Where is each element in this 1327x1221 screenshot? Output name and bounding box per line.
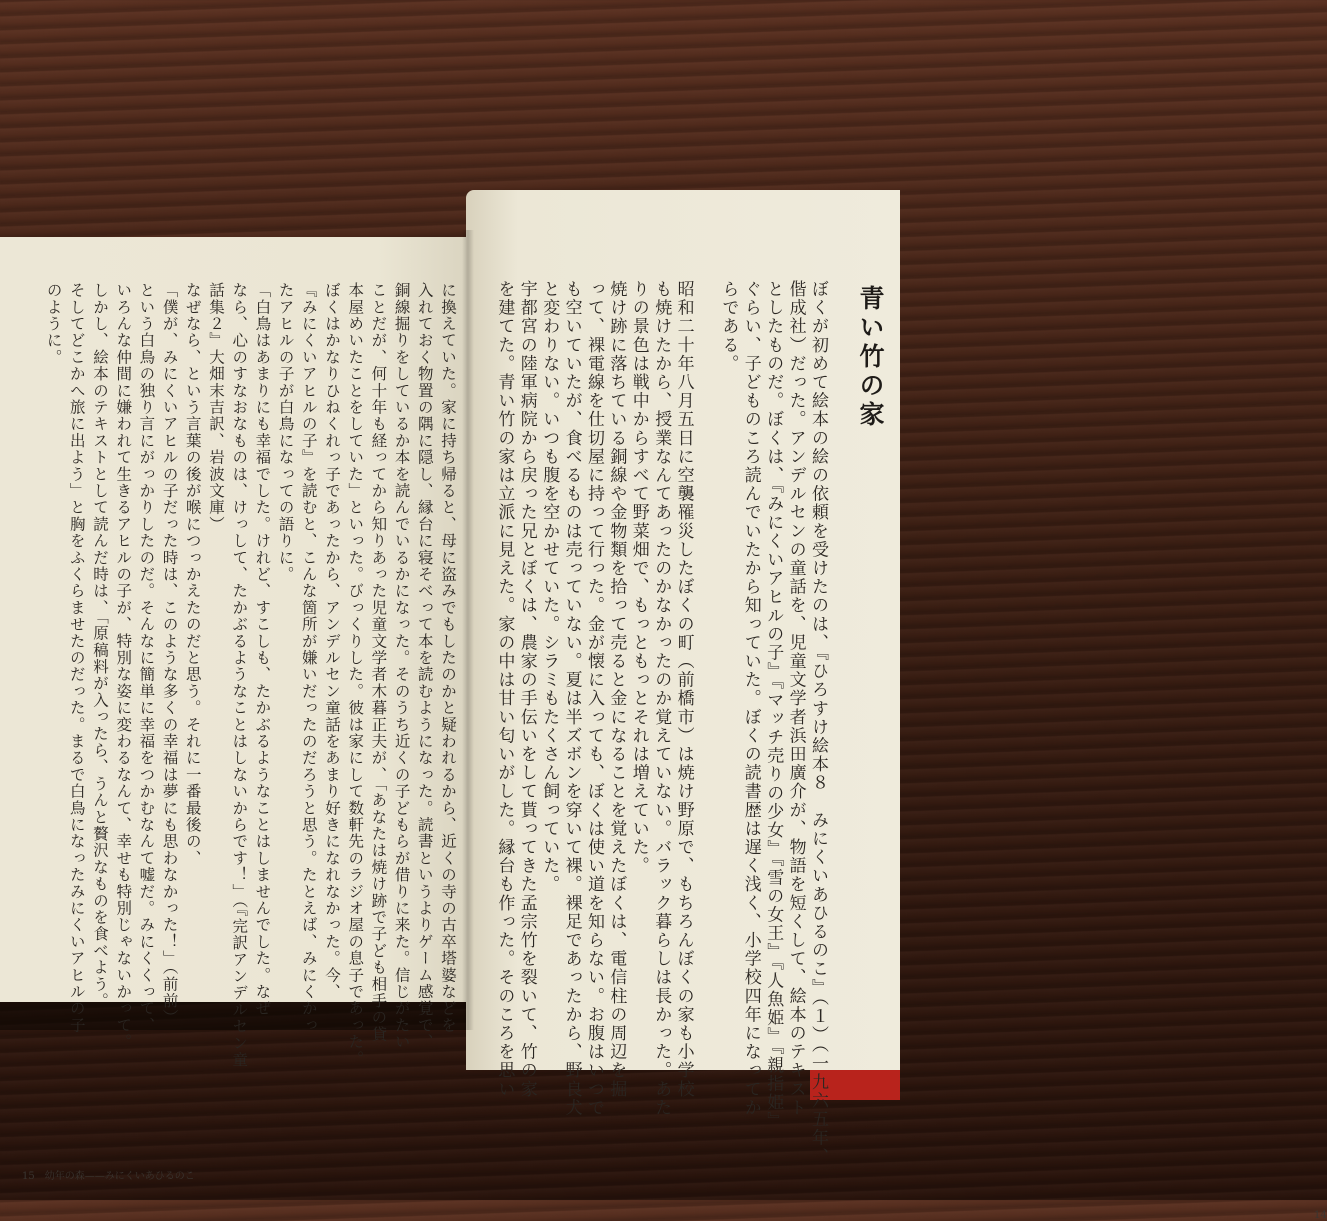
left-page-line: 「白鳥はあまりにも幸福でした。けれど、すこしも、たかぶるようなことはしませんでした。なぜ xyxy=(253,282,272,1017)
right-page-line: りの景色は戦中からすべて野菜畑で、もっともっとそれは増えていた。 xyxy=(628,280,649,876)
right-page-line: としたものだ。ぼくは、『みにくいアヒルの子』『マッチ売りの少女』『雪の女王』『人魚姫』『親指姫』 xyxy=(763,280,784,1131)
left-page-line: いろんな仲間に嫌われて生きるアヒルの子が、特別な姿に変わるなんて、幸せも特別じゃないかって。 xyxy=(114,282,133,1051)
left-page xyxy=(0,237,472,1182)
left-page-line: のように。 xyxy=(44,282,63,366)
right-page-line: と変わりない。いつも腹を空かせていた。シラミもたくさん飼っていた。 xyxy=(539,280,560,894)
right-page-line: 焼け跡に落ちている銅線や金物類を拾って売ると金になることを覚えたぼくは、電信柱の周辺を掘 xyxy=(606,280,627,1099)
left-page-line: 入れておく物置の隅に隠し、縁台に寝そべって本を読むようになった。読書というよりゲーム感覚で、 xyxy=(415,282,434,1051)
right-page xyxy=(466,190,1327,1221)
right-page-line: 昭和二十年八月五日に空襲罹災したぼくの町（前橋市）は焼け野原で、もちろんぼくの家も小学校 xyxy=(673,280,694,1099)
left-page-line: に換えていた。家に持ち帰ると、母に盗みでもしたのかと疑われるから、近くの寺の古卒塔婆などを xyxy=(439,282,457,1034)
right-page-line: 宇都宮の陸軍病院から戻った兄とぼくは、農家の手伝いをして貰ってきた孟宗竹を裂いて、竹の家 xyxy=(516,280,537,1099)
left-page-line: たアヒルの子が白鳥になっての語りに。 xyxy=(276,282,295,583)
left-page-line: しかし、絵本のテキストとして読んだ時は、「原稿料が入ったら、うんと贅沢なものを食べよう。 xyxy=(91,282,109,1010)
left-page-line: 銅線掘りをしているか本を読んでいるかになった。そのうち近くの子どもらが借りに来た。信じがたい xyxy=(392,282,411,1051)
left-page-folio: 15 幼年の森——みにくいあひるのこ xyxy=(22,1171,195,1182)
right-page-line: らである。 xyxy=(718,280,739,373)
left-page-line: なぜなら、という言葉の後が喉につっかえたのだと思う。それに一番最後の、 xyxy=(183,282,202,867)
left-page-line: ことだが、何十年も経ってから知りあった児童文学者木暮正夫が、「あなたは焼け跡で子ども相手の貸 xyxy=(369,282,388,1043)
left-page-line: 「僕が、みにくいアヒルの子だった時は、このような多くの幸福は夢にも思わなかった！」（前前） xyxy=(160,282,179,1026)
right-page-line: も空いていたが、食べるものは売っていない。夏は半ズボンを穿いて裸。裸足であったから、野良犬 xyxy=(561,280,582,1117)
book-spine xyxy=(462,230,474,1030)
right-page-line: ぼくが初めて絵本の絵の依頼を受けたのは、『ひろすけ絵本８ みにくいあひるのこ』（１）（一九六五年、 xyxy=(808,280,828,1166)
left-page-line: 話集２』大畑末吉訳、岩波文庫） xyxy=(207,282,225,533)
left-page-line: なら、心のすなおなものは、けっして、たかぶるようなことはしないからです！」（『完訳アンデルセン童 xyxy=(230,282,249,1069)
left-page-line: という白鳥の独り言にがっかりしたのだ。そんなに簡単に幸福をつかむなんて嘘だ。みにくくって、 xyxy=(137,282,156,1034)
right-page-line: を建てた。青い竹の家は立派に見えた。家の中は甘い匂いがした。縁台も作った。そのころを思い xyxy=(494,280,515,1099)
left-page-line: ぼくはかなりひねくれっ子であったから、アンデルセン童話をあまり好きになれなかった。今、 xyxy=(323,282,341,1001)
chapter-title: 青い竹の家 xyxy=(856,285,885,430)
left-page-line: 『みにくいアヒルの子』を読むと、こんな箇所が嫌いだったのだろうと思う。たとえば、みにくかっ xyxy=(299,282,318,1034)
right-page-line: 偕成社）だった。アンデルセンの童話を、児童文学者浜田廣介が、物語を短くして、絵本のテキスト xyxy=(785,280,806,1117)
left-page-line: そしてどこかへ旅に出よう」と胸をふくらませたのだった。まるで白鳥になったみにくいアヒルの子 xyxy=(67,282,86,1034)
right-page-folio: 14 xyxy=(1314,1210,1327,1221)
right-page-line: ぐらい、子どものころ読んでいたから知っていた。ぼくの読書歴は遅く浅く、小学校四年になってか xyxy=(740,280,761,1117)
right-page-line: も焼けたから、授業なんてあったのかなかったのか覚えていない。バラック暮らしは長かった。あた xyxy=(651,280,672,1117)
right-page-line: って、裸電線を仕切屋に持って行った。金が懐に入っても、ぼくは使い道を知らない。お腹はいつで xyxy=(584,280,604,1117)
left-page-line: 本屋めいたことをしていた」といった。びっくりした。彼は家にして数軒先のラジオ屋の息子であった。 xyxy=(346,282,365,1067)
